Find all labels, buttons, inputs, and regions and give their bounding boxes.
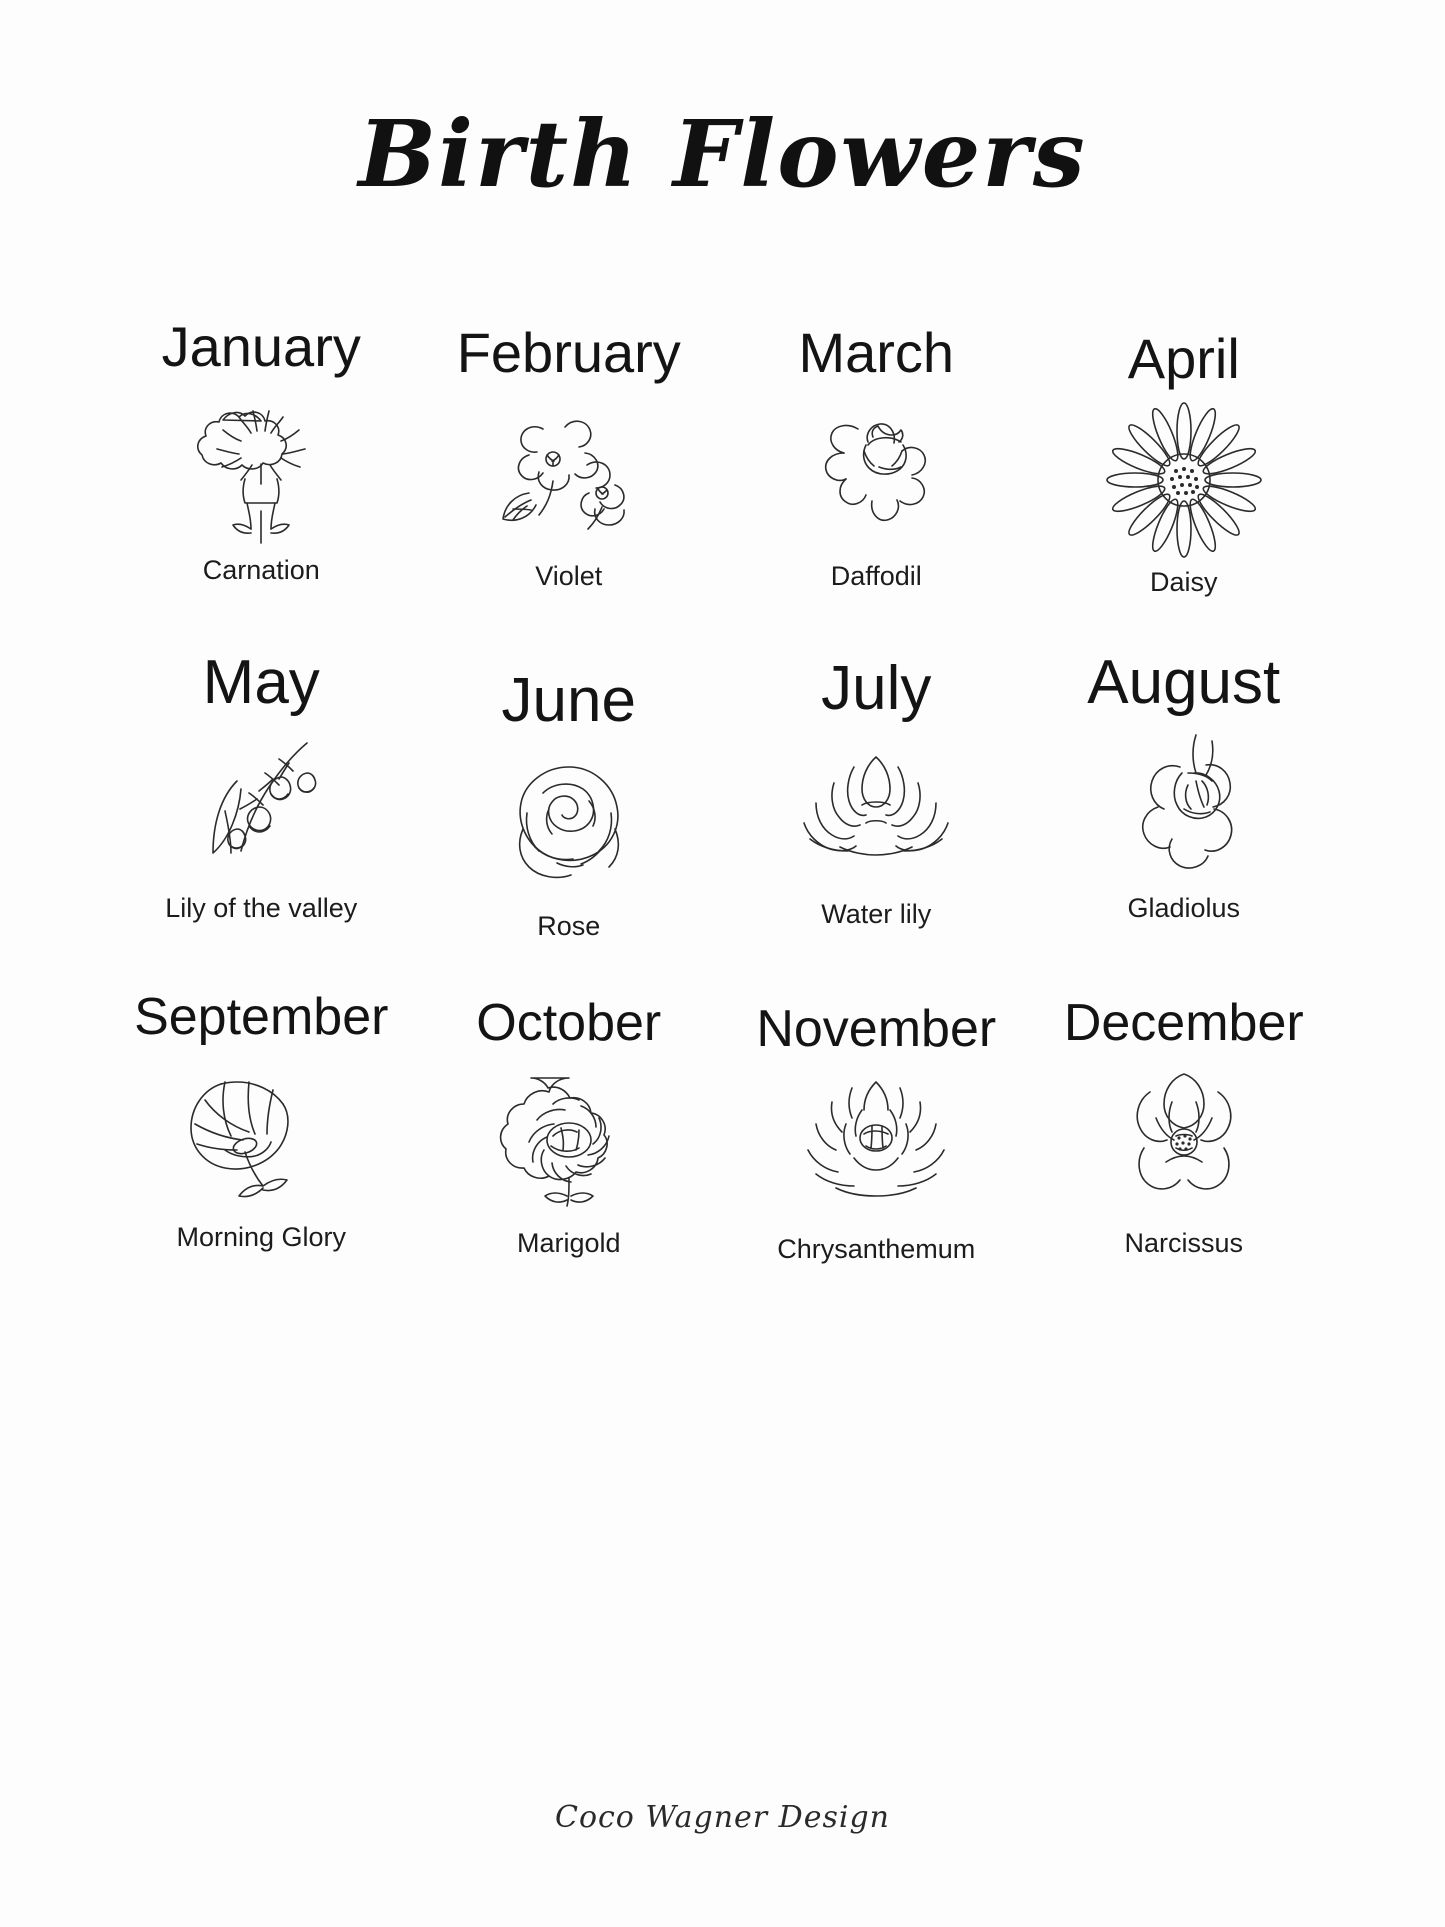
month-label: August	[1087, 647, 1281, 717]
water-lily-icon	[776, 727, 976, 897]
flower-name: Morning Glory	[176, 1222, 347, 1253]
grid-row	[108, 987, 1338, 1266]
month-cell-september[interactable]	[108, 987, 416, 1254]
month-cell-july[interactable]	[723, 653, 1031, 930]
rose-icon	[469, 739, 669, 909]
flower-name: Rose	[537, 910, 601, 941]
marigold-icon	[469, 1056, 669, 1226]
flower-name: Marigold	[516, 1228, 621, 1259]
flower-name: Violet	[535, 560, 603, 591]
flower-name: Carnation	[202, 554, 320, 585]
flower-name: Lily of the valley	[165, 892, 358, 923]
month-cell-october[interactable]	[415, 993, 723, 1260]
narcissus-icon	[1084, 1056, 1284, 1226]
flower-name: Daisy	[1149, 566, 1218, 597]
carnation-icon	[161, 383, 361, 553]
month-cell-november[interactable]	[723, 999, 1031, 1266]
month-label: October	[476, 993, 662, 1052]
grid-row	[108, 647, 1338, 942]
designer-credit: Coco Wagner Design	[554, 1800, 890, 1835]
chrysanthemum-icon	[776, 1062, 976, 1232]
month-label: December	[1063, 993, 1304, 1052]
month-cell-december[interactable]	[1030, 993, 1338, 1260]
month-cell-june[interactable]	[415, 665, 723, 942]
flower-name: Gladiolus	[1127, 892, 1241, 923]
month-label: September	[134, 987, 389, 1046]
month-label: April	[1127, 327, 1240, 390]
daffodil-icon	[776, 389, 976, 559]
month-label: February	[456, 321, 681, 384]
flower-name: Chrysanthemum	[777, 1234, 976, 1265]
violet-icon	[469, 389, 669, 559]
month-cell-february[interactable]	[415, 321, 723, 592]
month-label: November	[756, 999, 997, 1058]
lily-of-the-valley-icon	[161, 721, 361, 891]
gladiolus-icon	[1084, 721, 1284, 891]
morning-glory-icon	[161, 1050, 361, 1220]
daisy-icon	[1084, 395, 1284, 565]
month-cell-march[interactable]	[723, 321, 1031, 592]
page-title: Birth Flowers	[358, 100, 1087, 208]
month-label: March	[798, 321, 955, 384]
month-label: January	[161, 315, 361, 378]
grid-row	[108, 315, 1338, 598]
month-cell-august[interactable]	[1030, 647, 1338, 924]
month-cell-january[interactable]	[108, 315, 416, 586]
month-label: June	[501, 665, 636, 735]
month-cell-april[interactable]	[1030, 327, 1338, 598]
flower-name: Daffodil	[830, 560, 922, 591]
month-label: May	[202, 647, 320, 717]
month-label: July	[821, 653, 932, 723]
flower-name: Narcissus	[1124, 1228, 1244, 1259]
month-cell-may[interactable]	[108, 647, 416, 924]
birth-flower-grid	[108, 315, 1338, 1265]
flower-name: Water lily	[821, 898, 932, 929]
